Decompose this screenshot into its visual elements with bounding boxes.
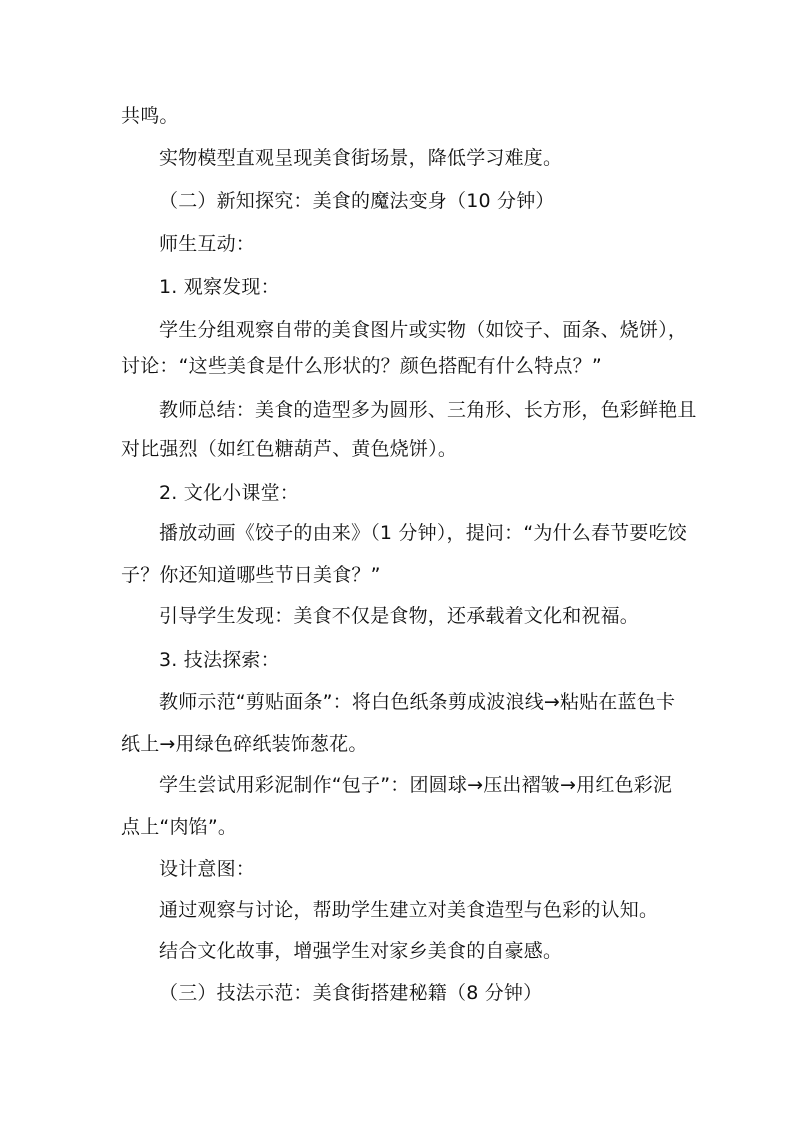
step-3-technique-heading: 3. 技法探索： [159,649,280,671]
student-observation-line: 学生分组观察自带的美食图片或实物（如饺子、面条、烧饼）， [159,319,688,341]
design-intent-observation-line: 通过观察与讨论，帮助学生建立对美食造型与色彩的认知。 [159,899,659,921]
teacher-demo-noodles-continuation: 纸上→用绿色碎纸装饰葱花。 [121,733,368,755]
student-clay-bun-continuation: 点上“肉馅”。 [121,816,238,838]
guide-discovery-line: 引导学生发现：美食不仅是食物，还承载着文化和祝福。 [159,605,640,627]
animation-question-line: 播放动画《饺子的由来》（1 分钟），提问：“为什么春节要吃饺 [159,522,687,544]
design-intent-culture-line: 结合文化故事，增强学生对家乡美食的自豪感。 [159,940,563,962]
teacher-demo-noodles-line: 教师示范“剪贴面条”：将白色纸条剪成波浪线→粘贴在蓝色卡 [159,691,676,713]
section-heading-technique-demo: （三）技法示范：美食街搭建秘籍（8 分钟） [159,982,543,1004]
teacher-summary-line: 教师总结：美食的造型多为圆形、三角形、长方形，色彩鲜艳且 [159,399,697,421]
design-intent-model-line: 实物模型直观呈现美食街场景，降低学习难度。 [159,147,563,169]
animation-question-continuation: 子？你还知道哪些节日美食？” [121,564,381,586]
discussion-question-line: 讨论：“这些美食是什么形状的？颜色搭配有什么特点？” [121,355,602,377]
teacher-student-interaction-label: 师生互动： [159,233,256,255]
section-heading-new-knowledge: （二）新知探究：美食的魔法变身（10 分钟） [159,190,555,212]
design-intent-label: 设计意图： [159,858,256,880]
teacher-summary-continuation: 对比强烈（如红色糖葫芦、黄色烧饼）。 [121,438,458,460]
step-1-observe-heading: 1. 观察发现： [159,276,280,298]
paragraph-continuation-line: 共鸣。 [121,105,179,127]
step-2-culture-heading: 2. 文化小课堂： [159,482,299,504]
student-clay-bun-line: 学生尝试用彩泥制作“包子”：团圆球→压出褶皱→用红色彩泥 [159,774,673,796]
